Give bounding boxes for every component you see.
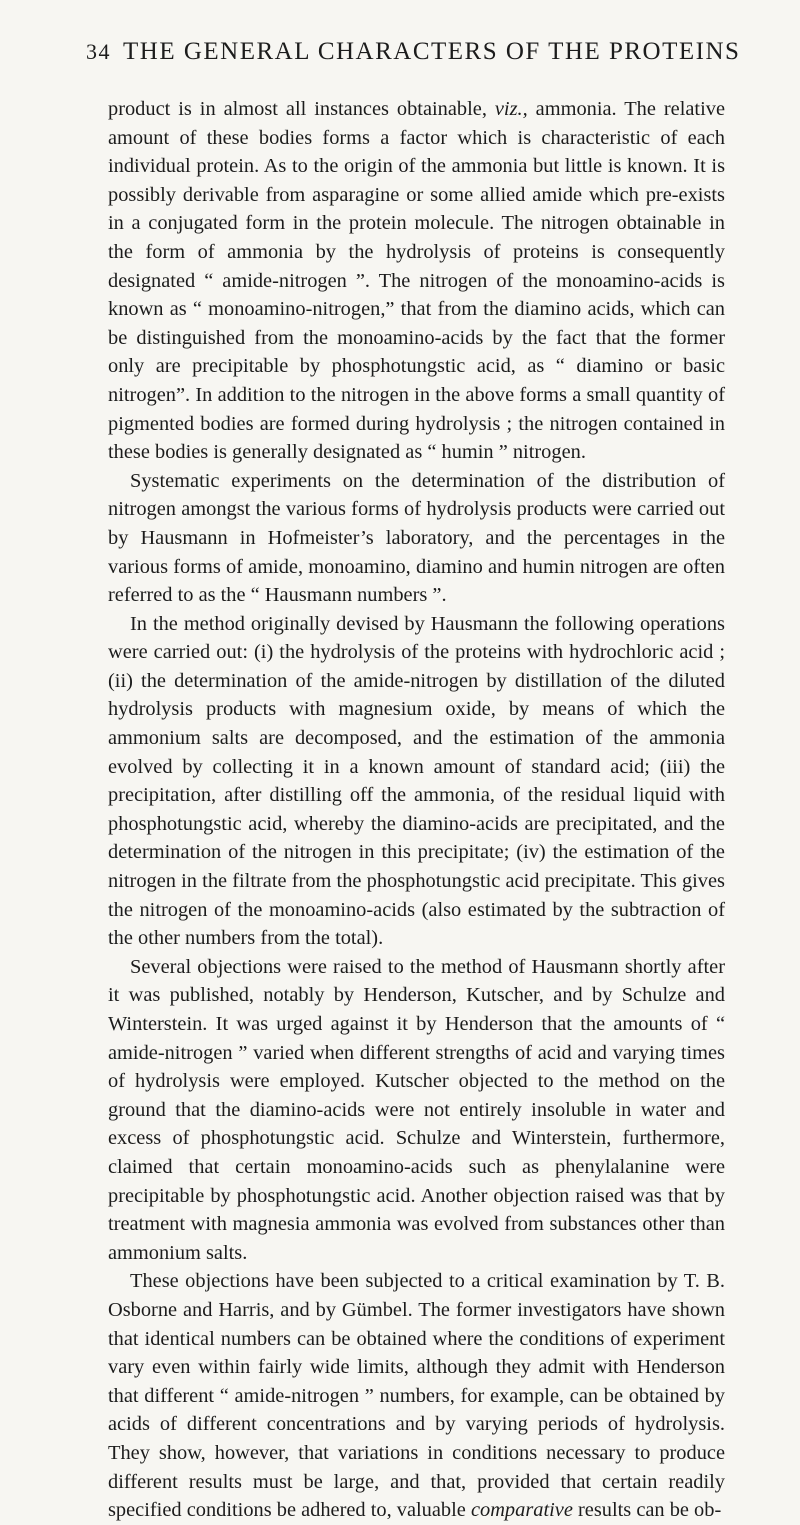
- running-title: THE GENERAL CHARACTERS OF THE PROTEINS: [123, 38, 741, 65]
- italic-term: comparative: [470, 1499, 573, 1522]
- paragraph-1: product is in almost all instances obtainable, viz., ammonia. The relative amount of these bodies forms a factor which is characteristic of each individual protein. As to the origin of the ammonia but little is known. It is possibly derivable from asparagine or some allied amide which pre-exists in a conjugated form in the protein molecule. The nitrogen obtainable in the form of ammonia by the hydrolysis of proteins is consequently designated “ amide-nitrogen ”. The nitrogen of the monoamino-acids is known as “ monoamino-nitrogen,” that from the diamino acids, which can be distinguished from the monoamino-acids by the fact that the former only are precipitable by phosphotungstic acid, as “ diamino or basic nitrogen”. In addition to the nitrogen in the above forms a small quantity of pigmented bodies are formed during hydrolysis ; the nitrogen contained in these bodies is generally designated as “ humin ” nitrogen.: [108, 98, 726, 464]
- body-text: [108, 95, 725, 1525]
- page-number: 34: [86, 39, 111, 64]
- paragraph-5: These objections have been subjected to a critical examination by T. B. Osborne and Harris, and by Gümbel. The former investigators have shown that identical numbers can be obtained where the conditions of experiment vary even within fairly wide limits, although they admit with Henderson that different “ amide-nitrogen ” numbers, for example, can be obtained by acids of different concentrations and by varying periods of hydrolysis. They show, however, that variations in conditions necessary to produce different results must be large, and that, provided that certain readily specified conditions be adhered to, valuable comparative results can be ob-: [108, 1270, 725, 1522]
- paragraph-2: Systematic experiments on the determination of the distribution of nitrogen amongst the various forms of hydrolysis products were carried out by Hausmann in Hofmeister’s laboratory, and the percentages in the various forms of amide, monoamino, diamino and humin nitrogen are often referred to as the “ Hausmann numbers ”.: [108, 469, 725, 607]
- running-head: [86, 38, 741, 66]
- italic-term: viz.,: [494, 98, 528, 120]
- paragraph-4: Several objections were raised to the method of Hausmann shortly after it was published, notably by Henderson, Kutscher, and by Schulze and Winterstein. It was urged against it by Henderson that the amounts of “ amide-nitrogen ” varied when different strengths of acid and varying times of hydrolysis were employed. Kutscher objected to the method on the ground that the diamino-acids were not entirely insoluble in water and excess of phosphotungstic acid. Schulze and Winterstein, furthermore, claimed that certain monoamino-acids such as phenylalanine were precipitable by phosphotungstic acid. Another objection raised was that by treatment with magnesia ammonia was evolved from substances other than ammonium salts.: [108, 955, 725, 1264]
- paragraph-3: In the method originally devised by Hausmann the following operations were carried out: (i) the hydrolysis of the proteins with hydrochloric acid ; (ii) the determination of the amide-nitrogen by distillation of the diluted hydrolysis products with magnesium oxide, by means of which the ammonium salts are decomposed, and the estimation of the ammonia evolved by collecting it in a known amount of standard acid; (iii) the precipitation, after distilling off the ammonia, of the residual liquid with phosphotungstic acid, whereby the diamino-acids are precipitated, and the determination of the nitrogen in this precipitate; (iv) the estimation of the nitrogen in the filtrate from the phosphotungstic acid precipitate. This gives the nitrogen of the monoamino-acids (also estimated by the subtraction of the other numbers from the total).: [108, 612, 725, 950]
